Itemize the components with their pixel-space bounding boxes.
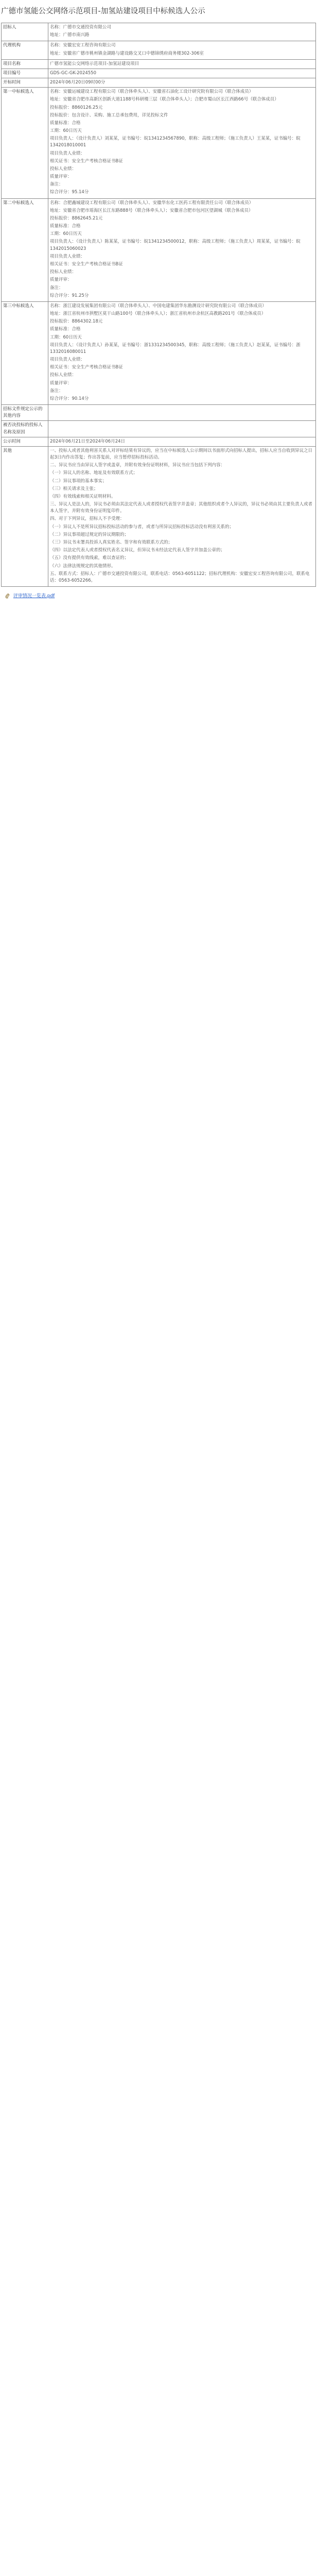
project-name-value: 广德市氢能公交网络示范项目-加氢站建设项目 [48, 59, 316, 69]
project-name-row [2, 59, 316, 69]
candidate-1-paragraph: 投标报价：8860126.25元 [50, 105, 103, 110]
candidate-2-paragraph: 地址：安徽省合肥市瑶海区长江东路888号（联合体牵头人）；安徽省合肥市包河区望湖城（联合体成员） [50, 208, 253, 213]
candidate-2-row [2, 198, 316, 301]
candidate-2-paragraph: 项目负责人：（设计负责人）陈某某，证书编号：皖1341234500012，职称：高级工程师；（施工负责人）周某某，证书编号：皖1342015060023 [50, 239, 301, 251]
candidate-2-paragraph: 投标人业绩： [50, 269, 77, 275]
others-paragraph: 二、异议书应当由异议人签字或盖章，并附有效身份证明材料，异议书应当包括下列内容： [50, 463, 225, 468]
others-paragraph: 五、联系方式：招标人：广德市交通投资有限公司，联系电话：0563-6051122；招标代理机构：安徽宏安工程咨询有限公司，联系电话：0563-6052266。 [50, 571, 310, 583]
period-label: 公示时间 [2, 437, 48, 446]
others-label: 其他 [2, 446, 48, 586]
candidate-3-paragraph: 备注： [50, 388, 63, 394]
candidate-3-paragraph: 名称：浙江建设发展集团有限公司（联合体牵头人）、中国电建集团华东勘测设计研究院有限公司（联合体成员） [50, 303, 267, 309]
candidate-3-score: 综合评分：90.14分 [50, 396, 89, 401]
project-no-row [2, 69, 316, 78]
other-content-row [2, 405, 316, 421]
candidate-2-label: 第二中标候选人 [2, 198, 48, 301]
others-row [2, 446, 316, 586]
candidate-1-paragraph: 质量评审： [50, 174, 72, 180]
others-paragraph: 三、异议人是法人的，异议书必须由其法定代表人或者授权代表签字并盖章；其他组织或者个人异议的，异议书必须由其主要负责人或者本人签字，并附有效身份证明复印件。 [50, 502, 313, 514]
candidate-3-paragraph: 相关证书：安全生产考核合格证书B证 [50, 365, 123, 370]
candidate-1-paragraph: 投标人业绩： [50, 166, 77, 172]
attachment-link[interactable]: 评审情况一览表.pdf [13, 594, 55, 599]
period-row [2, 437, 316, 446]
project-no-label: 项目编号 [2, 69, 48, 78]
tenderer-address: 地址：广德市南兴路 [50, 32, 90, 38]
rejected-bidders-label: 被否决投标的投标人名称及原因 [2, 421, 48, 437]
candidate-2-paragraph: 相关证书：安全生产考核合格证书B证 [50, 261, 123, 267]
others-paragraph: （四）有效线索和相关证明材料。 [50, 494, 116, 499]
candidate-1-paragraph: 备注： [50, 182, 63, 188]
paperclip-icon [5, 593, 10, 599]
candidate-3-details [48, 301, 316, 404]
candidate-2-details [48, 198, 316, 301]
others-paragraph: （一）异议人的名称、地址及有效联系方式； [50, 470, 138, 476]
agency-label: 代理机构 [2, 41, 48, 59]
agency-address: 地址：安徽省广德市桃州镇金湖路与建设路交叉口中德锦绣府商务楼302-306室 [50, 50, 204, 56]
candidate-3-paragraph: 地址：浙江省杭州市拱墅区莫干山路100号（联合体牵头人）；浙江省杭州市余杭区高教路201号（联合体成员） [50, 311, 266, 317]
candidate-1-paragraph: 项目负责人：（设计负责人）刘某某，证书编号：皖1341234567890，职称：高级工程师；（施工负责人）王某某，证书编号：皖1342018010001 [50, 136, 301, 148]
candidate-1-score: 综合评分：95.14分 [50, 190, 89, 195]
candidate-1-label: 第一中标候选人 [2, 88, 48, 198]
others-paragraph: （五）没有提供有效线索，难以查证的； [50, 555, 129, 561]
candidate-2-score: 综合评分：91.25分 [50, 293, 89, 298]
open-time-value: 2024年06月20日09时00分 [48, 78, 316, 88]
others-paragraph: （二）异议事项超过规定的异议期限的； [50, 532, 129, 537]
rejected-bidders-value [48, 421, 316, 437]
candidate-2-paragraph: 名称：合肥鑫城建设工程有限公司（联合体牵头人）、安徽华东化工医药工程有限责任公司（联合体成员） [50, 200, 254, 206]
agency-name: 名称：安徽宏安工程咨询有限公司 [50, 43, 116, 48]
candidate-3-paragraph: 项目负责人：（设计负责人）孙某某，证书编号：浙1331234500345，职称：高级工程师；（施工负责人）赵某某，证书编号：浙1332016080011 [50, 342, 301, 354]
project-name-label: 项目名称 [2, 59, 48, 69]
candidate-3-paragraph: 质量标准：合格 [50, 327, 81, 332]
candidate-1-paragraph: 地址：安徽省合肥市高新区创新大道1188号科研楼三层（联合体牵头人）；合肥市蜀山区长江西路66号（联合体成员） [50, 97, 279, 103]
candidate-1-paragraph: 相关证书：安全生产考核合格证书B证 [50, 158, 123, 164]
tenderer-value [48, 23, 316, 41]
others-paragraph: （四）以法定代表人或者授权代表名义异议，但异议书未经法定代表人签字并加盖公章的； [50, 548, 225, 553]
candidate-1-paragraph: 工期：60日历天 [50, 128, 82, 134]
candidate-2-paragraph: 质量标准：合格 [50, 224, 81, 229]
candidate-3-paragraph: 投标报价：8864302.18元 [50, 319, 103, 325]
candidate-1-paragraph: 项目负责人业绩： [50, 150, 85, 156]
candidate-3-row [2, 301, 316, 404]
others-paragraph: （三）相关请求及主张； [50, 486, 98, 492]
candidate-2-paragraph: 质量评审： [50, 277, 72, 283]
others-content [48, 446, 316, 586]
candidate-1-paragraph: 名称：安徽运城建设工程有限公司（联合体牵头人）、安徽省石油化工设计研究院有限公司（联合体成员） [50, 89, 254, 95]
candidate-3-paragraph: 投标人业绩： [50, 372, 77, 378]
others-paragraph: 四、对于下列异议，招标人不予受理： [50, 516, 125, 522]
agency-value [48, 41, 316, 59]
candidate-3-paragraph: 质量评审： [50, 380, 72, 386]
page-title: 广德市氢能公交网络示范项目-加氢站建设项目中标候选人公示 [1, 7, 205, 15]
tenderer-row [2, 23, 316, 41]
others-paragraph: 一、投标人或者其他利害关系人对评标结果有异议的，应当在中标候选人公示期间以书面形式向招标人提出，招标人应当自收到异议之日起3日内作出答复；作出答复前，应当暂停招标投标活动。 [50, 448, 313, 461]
candidate-2-paragraph: 工期：60日历天 [50, 231, 82, 237]
attachment [0, 587, 317, 601]
others-paragraph: （三）异议书未署具投诉人真实姓名、签字和有效联系方式的； [50, 540, 173, 545]
candidate-3-label: 第三中标候选人 [2, 301, 48, 404]
tenderer-label: 招标人 [2, 23, 48, 41]
candidate-1-details [48, 88, 316, 198]
candidate-1-paragraph: 质量标准：合格 [50, 120, 81, 126]
candidate-1-paragraph: 投标报价：包含设计、采购、施工总承包费用，详见投标文件 [50, 112, 168, 118]
others-paragraph: （一）异议人不是所异议招标投标活动的参与者，或者与所异议招标投标活动没有利害关系的； [50, 524, 234, 530]
agency-row [2, 41, 316, 59]
open-time-label: 开标时间 [2, 78, 48, 88]
open-time-row [2, 78, 316, 88]
candidate-3-paragraph: 工期：60日历天 [50, 334, 82, 340]
candidate-2-paragraph: 项目负责人业绩： [50, 253, 85, 259]
other-content-label: 招标文件规定公示的其他内容 [2, 405, 48, 421]
project-no-value: GDS-GC-GK-2024550 [48, 69, 316, 78]
others-paragraph: （六）法律法规规定的其他情形。 [50, 563, 116, 569]
candidate-2-paragraph: 投标报价：8862645.21元 [50, 215, 103, 221]
other-content-value [48, 405, 316, 421]
others-paragraph: （二）异议事项的基本事实； [50, 478, 107, 484]
period-value: 2024年06月21日至2024年06月24日 [48, 437, 316, 446]
candidate-1-row [2, 88, 316, 198]
candidate-2-paragraph: 备注： [50, 285, 63, 291]
tenderer-name: 名称：广德市交通投资有限公司 [50, 25, 112, 30]
candidate-3-paragraph: 项目负责人业绩： [50, 357, 85, 363]
rejected-bidders-row [2, 421, 316, 437]
notice-table [1, 23, 316, 587]
